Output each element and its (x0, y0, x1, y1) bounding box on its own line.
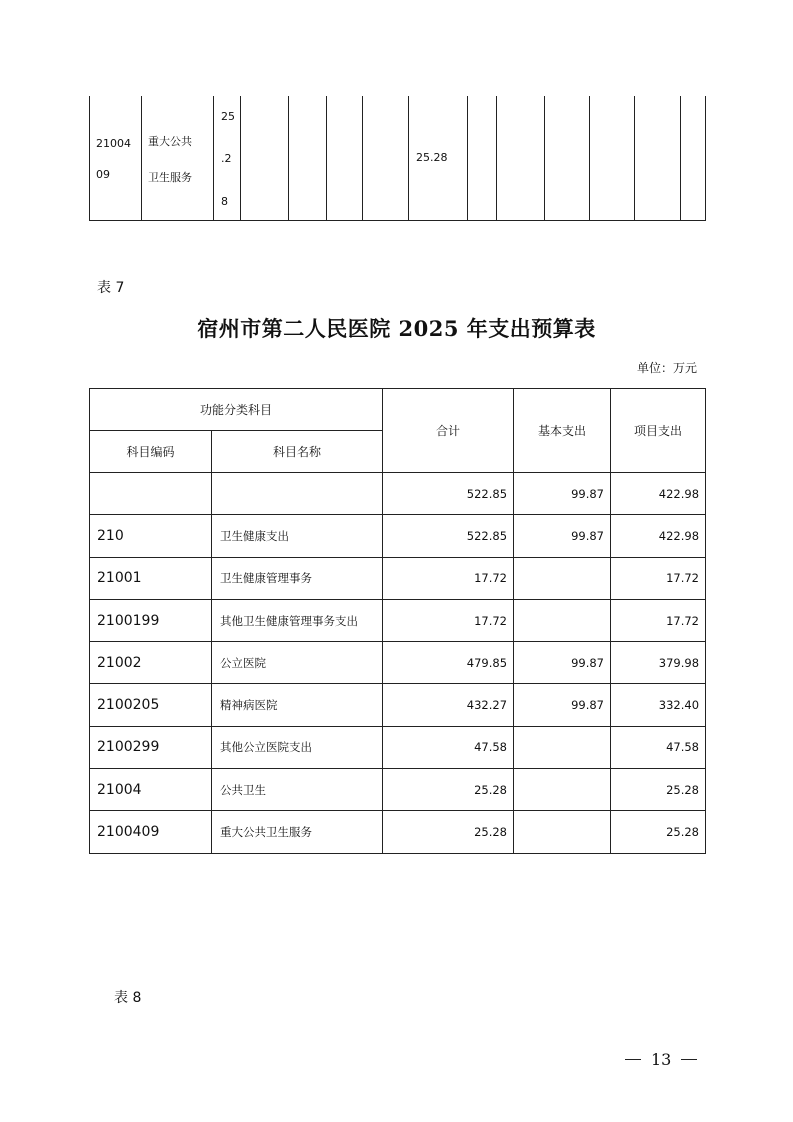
row-project: 422.98 (611, 473, 706, 515)
dash-right (681, 1059, 697, 1060)
dash-left (625, 1059, 641, 1060)
table-row (90, 515, 706, 557)
table-row (90, 557, 706, 599)
row-name: 卫生健康支出 (212, 515, 383, 557)
header-project: 项目支出 (611, 389, 706, 473)
row-code: 2100199 (90, 599, 212, 641)
row-basic: 99.87 (514, 684, 611, 726)
table-row (90, 642, 706, 684)
row-total: 25.28 (383, 769, 514, 811)
row-project: 25.28 (611, 811, 706, 853)
row-basic: 99.87 (514, 642, 611, 684)
row-total: 47.58 (383, 726, 514, 768)
page-title: 宿州市第二人民医院 2025 年支出预算表 (197, 316, 596, 341)
row-project: 47.58 (611, 726, 706, 768)
row-total: 25.28 (383, 811, 514, 853)
table-row (90, 811, 706, 853)
budget-body (90, 473, 706, 854)
row-code: 21001 (90, 557, 212, 599)
row-total: 522.85 (383, 473, 514, 515)
row-code: 210 (90, 515, 212, 557)
row-project: 17.72 (611, 557, 706, 599)
row-total: 522.85 (383, 515, 514, 557)
row-code: 2100409 (90, 811, 212, 853)
table-row (90, 726, 706, 768)
row-project: 379.98 (611, 642, 706, 684)
row-basic (514, 769, 611, 811)
row-total: 479.85 (383, 642, 514, 684)
header-total: 合计 (383, 389, 514, 473)
header-code: 科目编码 (90, 431, 212, 473)
row-name: 其他卫生健康管理事务支出 (212, 599, 383, 641)
table-row (90, 599, 706, 641)
row-name: 重大公共卫生服务 (212, 811, 383, 853)
row-total: 17.72 (383, 599, 514, 641)
row-basic (514, 811, 611, 853)
row-project: 332.40 (611, 684, 706, 726)
page-number (625, 1050, 697, 1069)
continuation-value-wrapped: 25 .2 8 (214, 96, 241, 220)
continuation-table (89, 96, 706, 221)
row-basic: 99.87 (514, 473, 611, 515)
row-total: 17.72 (383, 557, 514, 599)
row-total: 432.27 (383, 684, 514, 726)
table-8-label: 表 8 (114, 990, 142, 1006)
table-row (90, 684, 706, 726)
table-7-label: 表 7 (97, 280, 125, 296)
row-name: 精神病医院 (212, 684, 383, 726)
table-row (90, 769, 706, 811)
row-basic (514, 599, 611, 641)
row-code: 21004 (90, 769, 212, 811)
row-code: 21002 (90, 642, 212, 684)
unit-label: 单位：万元 (636, 361, 697, 375)
row-project: 25.28 (611, 769, 706, 811)
row-code (90, 473, 212, 515)
continuation-name: 重大公共 卫生服务 (142, 96, 214, 220)
header-basic: 基本支出 (514, 389, 611, 473)
page-number-text: 13 (651, 1050, 672, 1069)
row-name: 公共卫生 (212, 769, 383, 811)
row-basic: 99.87 (514, 515, 611, 557)
row-basic (514, 726, 611, 768)
row-name (212, 473, 383, 515)
row-name: 其他公立医院支出 (212, 726, 383, 768)
table-row (90, 473, 706, 515)
row-name: 公立医院 (212, 642, 383, 684)
row-basic (514, 557, 611, 599)
header-name: 科目名称 (212, 431, 383, 473)
row-code: 2100299 (90, 726, 212, 768)
continuation-value: 25.28 (409, 96, 468, 220)
row-project: 17.72 (611, 599, 706, 641)
budget-table (89, 388, 706, 854)
continuation-row (90, 96, 706, 220)
row-name: 卫生健康管理事务 (212, 557, 383, 599)
header-category-group: 功能分类科目 (90, 389, 383, 431)
row-code: 2100205 (90, 684, 212, 726)
continuation-code: 21004 09 (90, 96, 142, 220)
row-project: 422.98 (611, 515, 706, 557)
